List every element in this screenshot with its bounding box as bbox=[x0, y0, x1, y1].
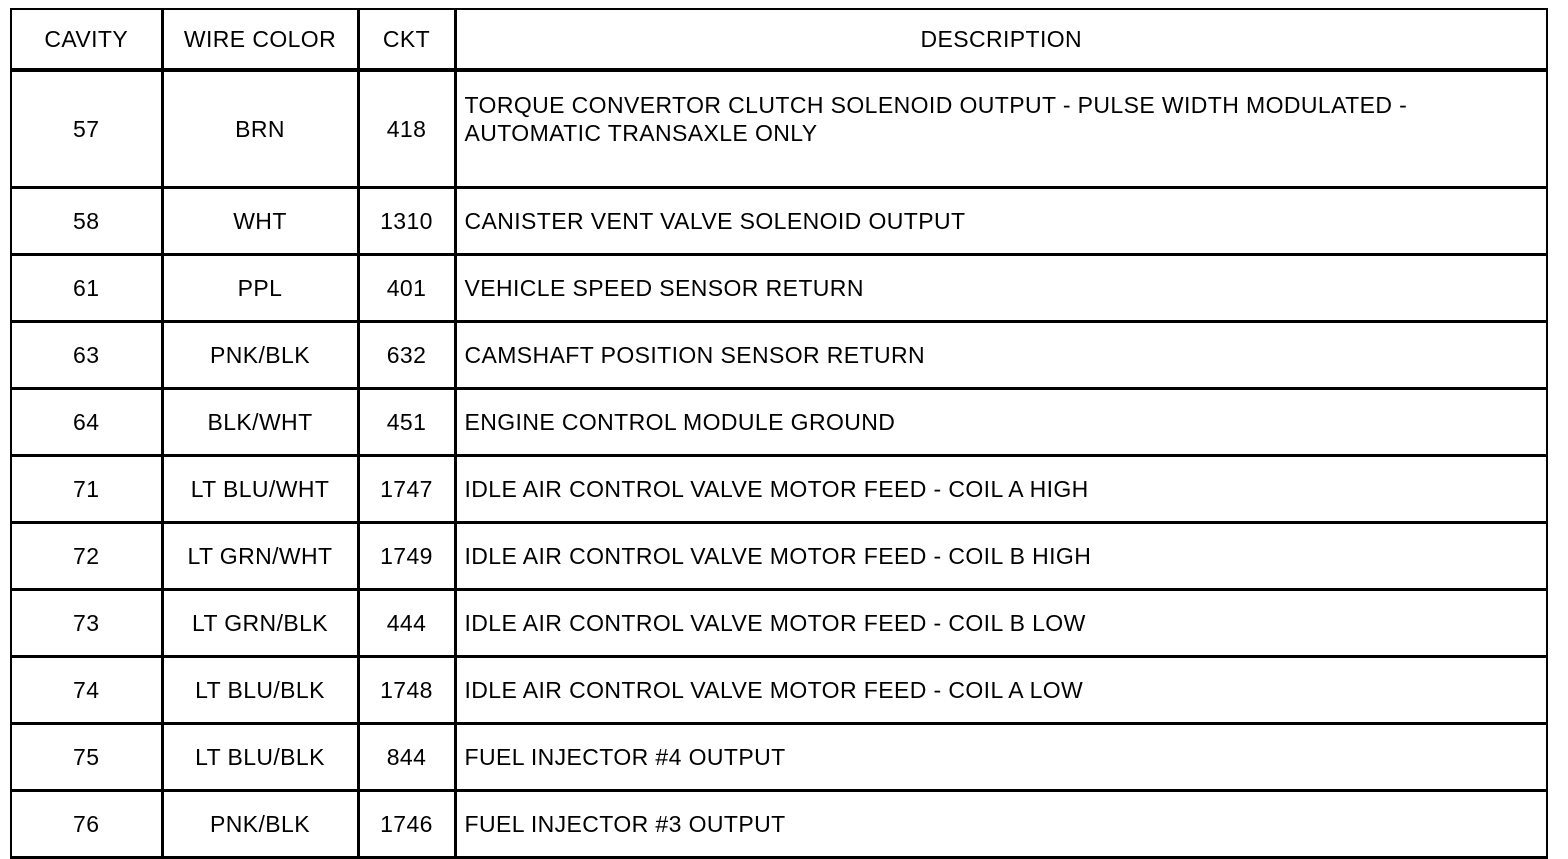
ckt-cell: 1310 bbox=[358, 188, 455, 255]
description-cell: IDLE AIR CONTROL VALVE MOTOR FEED - COIL A HIGH bbox=[455, 456, 1547, 523]
wire-color-cell: BLK/WHT bbox=[162, 389, 358, 456]
table-body bbox=[11, 70, 1547, 858]
table-row bbox=[11, 389, 1547, 456]
table-row bbox=[11, 590, 1547, 657]
ckt-cell: 444 bbox=[358, 590, 455, 657]
wire-color-cell: PNK/BLK bbox=[162, 791, 358, 858]
wire-color-cell: PNK/BLK bbox=[162, 322, 358, 389]
wire-color-cell: LT BLU/BLK bbox=[162, 657, 358, 724]
wire-color-cell: BRN bbox=[162, 70, 358, 188]
column-header-wire-color: WIRE COLOR bbox=[162, 9, 358, 70]
description-cell: FUEL INJECTOR #3 OUTPUT bbox=[455, 791, 1547, 858]
cavity-cell: 64 bbox=[11, 389, 162, 456]
cavity-cell: 72 bbox=[11, 523, 162, 590]
table-header bbox=[11, 9, 1547, 70]
ckt-cell: 401 bbox=[358, 255, 455, 322]
table-row bbox=[11, 523, 1547, 590]
cavity-cell: 61 bbox=[11, 255, 162, 322]
description-cell: IDLE AIR CONTROL VALVE MOTOR FEED - COIL B HIGH bbox=[455, 523, 1547, 590]
description-cell: ENGINE CONTROL MODULE GROUND bbox=[455, 389, 1547, 456]
description-cell: CANISTER VENT VALVE SOLENOID OUTPUT bbox=[455, 188, 1547, 255]
description-cell: IDLE AIR CONTROL VALVE MOTOR FEED - COIL A LOW bbox=[455, 657, 1547, 724]
wire-color-cell: LT BLU/BLK bbox=[162, 724, 358, 791]
cavity-cell: 63 bbox=[11, 322, 162, 389]
description-cell: CAMSHAFT POSITION SENSOR RETURN bbox=[455, 322, 1547, 389]
description-cell: VEHICLE SPEED SENSOR RETURN bbox=[455, 255, 1547, 322]
column-header-cavity: CAVITY bbox=[11, 9, 162, 70]
connector-pinout-sheet bbox=[10, 8, 1546, 840]
table-row bbox=[11, 255, 1547, 322]
wire-color-cell: LT GRN/WHT bbox=[162, 523, 358, 590]
ckt-cell: 1748 bbox=[358, 657, 455, 724]
wire-color-cell: LT GRN/BLK bbox=[162, 590, 358, 657]
ckt-cell: 451 bbox=[358, 389, 455, 456]
cavity-cell: 75 bbox=[11, 724, 162, 791]
wire-color-cell: LT BLU/WHT bbox=[162, 456, 358, 523]
ckt-cell: 1749 bbox=[358, 523, 455, 590]
description-cell: TORQUE CONVERTOR CLUTCH SOLENOID OUTPUT - PULSE WIDTH MODULATED - AUTOMATIC TRANSAXLE ONLY bbox=[455, 70, 1547, 188]
table-row bbox=[11, 70, 1547, 188]
column-header-ckt: CKT bbox=[358, 9, 455, 70]
ckt-cell: 418 bbox=[358, 70, 455, 188]
table-row bbox=[11, 724, 1547, 791]
table-row bbox=[11, 456, 1547, 523]
ckt-cell: 1746 bbox=[358, 791, 455, 858]
description-cell: FUEL INJECTOR #4 OUTPUT bbox=[455, 724, 1547, 791]
ckt-cell: 844 bbox=[358, 724, 455, 791]
ckt-cell: 1747 bbox=[358, 456, 455, 523]
table-row bbox=[11, 791, 1547, 858]
ckt-cell: 632 bbox=[358, 322, 455, 389]
cavity-cell: 74 bbox=[11, 657, 162, 724]
description-cell: IDLE AIR CONTROL VALVE MOTOR FEED - COIL B LOW bbox=[455, 590, 1547, 657]
table-row bbox=[11, 188, 1547, 255]
cavity-cell: 76 bbox=[11, 791, 162, 858]
header-row bbox=[11, 9, 1547, 70]
wire-color-cell: PPL bbox=[162, 255, 358, 322]
cavity-cell: 57 bbox=[11, 70, 162, 188]
table-row bbox=[11, 657, 1547, 724]
connector-pinout-table bbox=[10, 8, 1548, 859]
wire-color-cell: WHT bbox=[162, 188, 358, 255]
cavity-cell: 73 bbox=[11, 590, 162, 657]
table-row bbox=[11, 322, 1547, 389]
cavity-cell: 71 bbox=[11, 456, 162, 523]
column-header-description: DESCRIPTION bbox=[455, 9, 1547, 70]
cavity-cell: 58 bbox=[11, 188, 162, 255]
